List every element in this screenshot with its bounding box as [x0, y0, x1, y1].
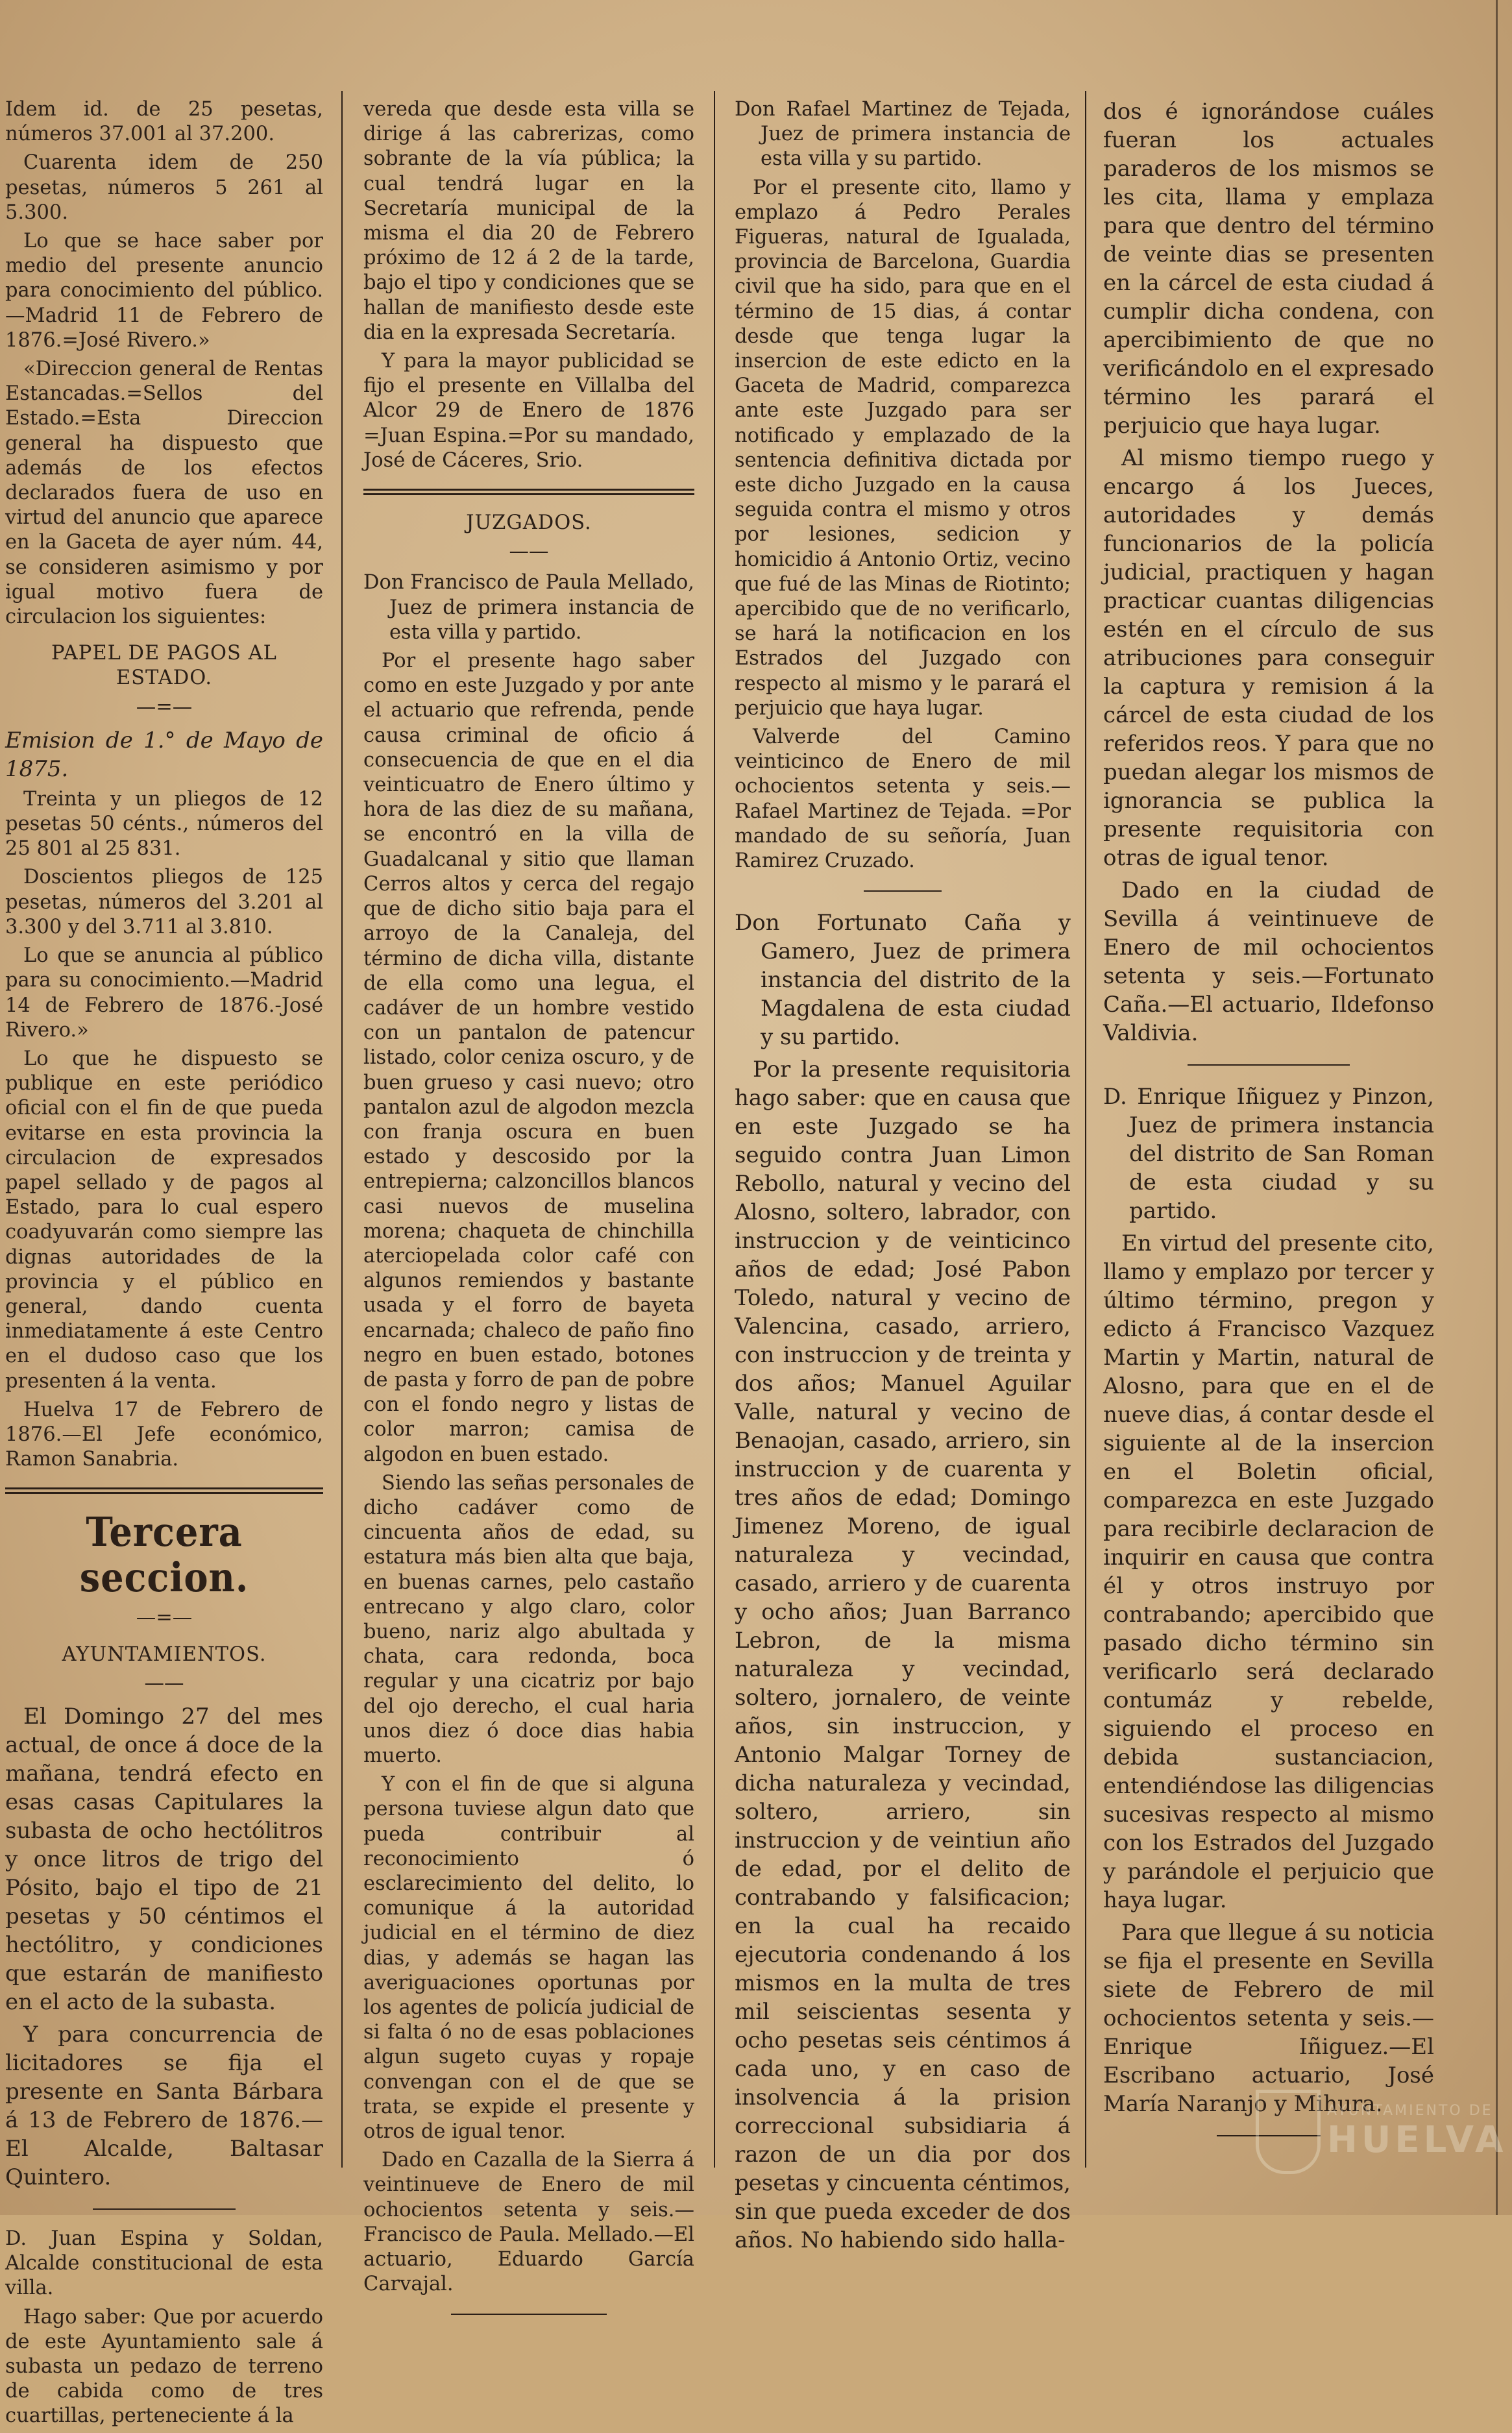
paragraph: «Direccion general de Rentas Estancadas.=Sellos del Estado.=Esta Direccion general ha dispuesto que además de los efectos declarados fuera de uso en virtud del anuncio que aparece en la Gaceta de ayer núm. 44, se consideren asimismo y por igual motivo fuera de circulacion los siguientes:	[5, 358, 323, 629]
section-heading: PAPEL DE PAGOS AL ESTADO.	[51, 642, 277, 690]
paragraph: Hago saber: Que por acuerdo de este Ayuntamiento sale á subasta un pedazo de terreno de cabida como de tres cuartillas, perteneciente á la	[5, 2305, 323, 2428]
column-4	[1103, 97, 1434, 2153]
paragraph: Y con el fin de que si alguna persona tuviese algun dato que pueda contribuir al reconocimiento ó esclarecimiento del delito, lo comunique á la autoridad judicial en el término de diez dias, y además se hagan las averiguaciones oportunas por los agentes de policía judicial de si falta ó no de esas poblaciones algun sugeto cuyas y ropaje convengan con el de que se trata, se expide el presente y otros de igual tenor.	[363, 1773, 694, 2144]
paragraph: Lo que he dispuesto se publique en este periódico oficial con el fin de que pueda evitarse en esta provincia la circulacion de expresados papel sellado y de pagos al Estado, para lo cual espero coadyuvarán como siempre las dignas autoridades de la provincia y el público en general, dando cuenta inmediatamente á este Centro en el dudoso caso que los presenten á la venta.	[5, 1047, 323, 1393]
watermark-line-1: AYUNTAMIENTO DE	[1327, 2103, 1493, 2119]
column-1	[5, 97, 323, 2433]
section-title: Tercera seccion.	[79, 1508, 249, 1602]
paragraph: Treinta y un pliegos de 12 pesetas 50 cénts., números del 25 801 al 25 831.	[5, 787, 323, 861]
paragraph: Lo que se hace saber por medio del presente anuncio para conocimiento del público.—Madrid 11 de Febrero de 1876.=José Rivero.»	[5, 230, 323, 352]
section-heading: AYUNTAMIENTOS.	[62, 1643, 267, 1666]
paragraph: Dado en Cazalla de la Sierra á veintinueve de Enero de mil ochocientos setenta y seis.—Francisco de Paula. Mellado.—El actuario, Eduardo García Carvajal.	[363, 2149, 694, 2296]
paragraph: Para que llegue á su noticia se fija el presente en Sevilla siete de Febrero de mil ochocientos setenta y seis.—Enrique Iñiguez.—El Escribano actuario, José María Naranjo y Mihura.	[1103, 1920, 1434, 2117]
ornament: —=—	[136, 695, 193, 718]
paragraph: Por el presente hago saber como en este Juzgado y por ante el actuario que refrenda, pende causa criminal de oficio á consecuencia de que en el dia veinticuatro de Enero último y hora de las diez de su mañana, se encontró en la villa de Guadalcanal y sitio que llaman Cerros altos y cerca del regajo que de dicho sitio baja para el arroyo de la Canaleja, del término de dicha villa, distante de ella como una legua, el cadáver de un hombre vestido con un pantalon de patencur listado, color ceniza oscuro, y de buen grueso y casi nuevo; otro pantalon azul de algodon mezcla con franja oscura en buen estado y descosido por la entrepierna; calzoncillos blancos casi nuevos de muselina morena; chaqueta de chinchilla aterciopelada color café con algunos remiendos y bastante usada y el forro de bayeta encarnada; chaleco de paño fino negro en buen estado, botones de pasta y forro de pan de pobre con el fondo negro y listas de color marron; camisa de algodon en buen estado.	[363, 650, 694, 1466]
paragraph: Don Fortunato Caña y Gamero, Juez de primera instancia del distrito de la Magdalena de esta ciudad y su partido.	[735, 910, 1071, 1051]
column-3	[735, 97, 1071, 2258]
archive-watermark	[1256, 2077, 1507, 2187]
page-edge-rule	[1496, 0, 1498, 2215]
separator	[451, 2314, 607, 2315]
paragraph: D. Enrique Iñiguez y Pinzon, Juez de primera instancia del distrito de San Roman de esta ciudad y su partido.	[1103, 1084, 1434, 1224]
paragraph: vereda que desde esta villa se dirige á las cabrerizas, como sobrante de la vía pública; la cual tendrá lugar en la Secretaría municipal de la misma el dia 20 de Febrero próximo de 12 á 2 de la tarde, bajo el tipo y condiciones que se hallan de manifiesto desde este dia en la expresada Secretaría.	[363, 98, 694, 344]
column-rule	[341, 91, 343, 2168]
separator	[93, 2208, 236, 2210]
ornament: ——	[144, 1671, 184, 1694]
paragraph: El Domingo 27 del mes actual, de once á doce de la mañana, tendrá efecto en esas casas Capitulares la subasta de ocho hectólitros y once litros de trigo del Pósito, bajo el tipo de 21 pesetas y 50 céntimos el hectólitro, y condiciones que estarán de manifiesto en el acto de la subasta.	[5, 1703, 323, 2015]
paragraph: Cuarenta idem de 250 pesetas, números 5 261 al 5.300.	[5, 151, 323, 224]
paragraph: Doscientos pliegos de 125 pesetas, números del 3.201 al 3.300 y del 3.711 al 3.810.	[5, 866, 323, 938]
paragraph: Don Francisco de Paula Mellado, Juez de primera instancia de esta villa y partido.	[363, 571, 694, 644]
column-rule	[714, 91, 715, 2168]
section-heading: JUZGADOS.	[466, 511, 592, 535]
paragraph: Valverde del Camino veinticinco de Enero de mil ochocientos setenta y seis.—Rafael Martinez de Tejada. =Por mandado de su señoría, Juan Ramirez Cruzado.	[735, 726, 1071, 873]
watermark-line-2: HUELVA	[1327, 2119, 1507, 2161]
paragraph: Siendo las señas personales de dicho cadáver como de cincuenta años de edad, su estatura más bien alta que baja, en buenas carnes, pelo castaño entrecano y algo claro, color bueno, nariz algo abultada y chata, cara redonda, boca regular y una cicatriz por bajo del ojo derecho, el cual haria unos diez ó doce dias habia muerto.	[363, 1471, 694, 1767]
paragraph: dos é ignorándose cuáles fueran los actuales paraderos de los mismos se les cita, llama y emplaza para que dentro del término de veinte dias se presenten en la cárcel de esta ciudad á cumplir dicha condena, con apercibimiento de que no verificándolo en el expresado término les parará el perjuicio que haya lugar.	[1103, 99, 1434, 439]
paragraph: Por la presente requisitoria hago saber: que en causa que en este Juzgado se ha seguido contra Juan Limon Rebollo, natural y vecino del Alosno, soltero, labrador, con instruccion y de veinticinco años de edad; José Pabon Toledo, natural y vecino de Valencina, casado, arriero, con instruccion y de treinta y dos años; Manuel Aguilar Valle, natural y vecino de Benaojan, casado, arriero, sin instruccion y de cuarenta y tres años de edad; Domingo Jimenez Moreno, de igual naturaleza y vecindad, casado, arriero y de cuarenta y ocho años; Juan Barranco Lebron, de la misma naturaleza y vecindad, soltero, jornalero, de veinte años, sin instruccion, y Antonio Malgar Torney de dicha naturaleza y vecindad, soltero, arriero, sin instruccion y de veintiun año de edad, por el delito de contrabando y falsificacion; en la cual ha recaido ejecutoria condenando á los mismos en la multa de tres mil seiscientas sesenta y ocho pesetas seis céntimos á cada uno, y en caso de insolvencia á la prision correccional subsidiaria á razon de un dia por dos pesetas y cincuenta céntimos, sin que pueda exceder de dos años. No habiendo sido halla-	[735, 1057, 1071, 2254]
emission-heading: Emision de 1.° de Mayo de 1875.	[5, 727, 323, 782]
ornament: —=—	[136, 1606, 193, 1630]
double-rule	[363, 489, 694, 495]
double-rule	[5, 1487, 323, 1494]
paragraph: Don Rafael Martinez de Tejada, Juez de primera instancia de esta villa y su partido.	[735, 98, 1071, 171]
paragraph: Y para concurrencia de licitadores se fija el presente en Santa Bárbara á 13 de Febrero de 1876.—El Alcalde, Baltasar Quintero.	[5, 2021, 323, 2190]
separator	[1188, 1064, 1350, 1066]
paragraph: En virtud del presente cito, llamo y emplazo por tercer y último término, pregon y edicto á Francisco Vazquez Martin y Martin, natural de Alosno, para que en el de nueve dias, á contar desde el siguiente al de la insercion en el Boletin oficial, comparezca en este Juzgado para recibirle declaracion de inquirir en causa que contra él y otros instruyo por contrabando; apercibido que pasado dicho término sin verificarlo será declarado contumáz y rebelde, siguiendo el proceso en debida sustanciacion, entendiéndose las diligencias sucesivas respecto al mismo con los Estrados del Juzgado y parándole el perjuicio que haya lugar.	[1103, 1230, 1434, 1913]
paragraph: Huelva 17 de Febrero de 1876.—El Jefe económico, Ramon Sanabria.	[5, 1398, 323, 1471]
paragraph: D. Juan Espina y Soldan, Alcalde constitucional de esta villa.	[5, 2227, 323, 2300]
paragraph: Idem id. de 25 pesetas, números 37.001 al 37.200.	[5, 98, 323, 146]
paragraph: Dado en la ciudad de Sevilla á veintinueve de Enero de mil ochocientos setenta y seis.—Fortunato Caña.—El actuario, Ildefonso Valdivia.	[1103, 877, 1434, 1046]
column-rule	[1085, 91, 1086, 2168]
paragraph: Y para la mayor publicidad se fijo el presente en Villalba del Alcor 29 de Enero de 1876 =Juan Espina.=Por su mandado, José de Cáceres, Srio.	[363, 350, 694, 472]
coat-of-arms-icon	[1256, 2090, 1321, 2174]
paragraph: Por el presente cito, llamo y emplazo á Pedro Perales Figueras, natural de Igualada, provincia de Barcelona, Guardia civil que ha sido, para que en el término de 15 dias, á contar desde que tenga lugar la insercion de este edicto en la Gaceta de Madrid, comparezca ante este Juzgado para ser notificado y emplazado de la sentencia definitiva dictada por este dicho Juzgado en la causa seguida contra el mismo y otros por lesiones, sedicion y homicidio á Antonio Ortiz, vecino que fué de las Minas de Riotinto; apercibido que de no verificarlo, se hará la notificacion en los Estrados del Juzgado con respecto al mismo y le parará el perjuicio que haya lugar.	[735, 176, 1071, 720]
column-2	[363, 97, 694, 2332]
ornament: ——	[509, 540, 549, 563]
separator	[864, 890, 942, 892]
paragraph: Lo que se anuncia al público para su conocimiento.—Madrid 14 de Febrero de 1876.-José Rivero.»	[5, 944, 323, 1042]
paragraph: Al mismo tiempo ruego y encargo á los Jueces, autoridades y demás funcionarios de la policía judicial, practiquen y hagan practicar cuantas diligencias estén en el círculo de sus atribuciones para conseguir la captura y remision á la cárcel de esta ciudad de los referidos reos. Y para que no puedan alegar los mismos de ignorancia se publica la presente requisitoria con otras de igual tenor.	[1103, 445, 1434, 871]
